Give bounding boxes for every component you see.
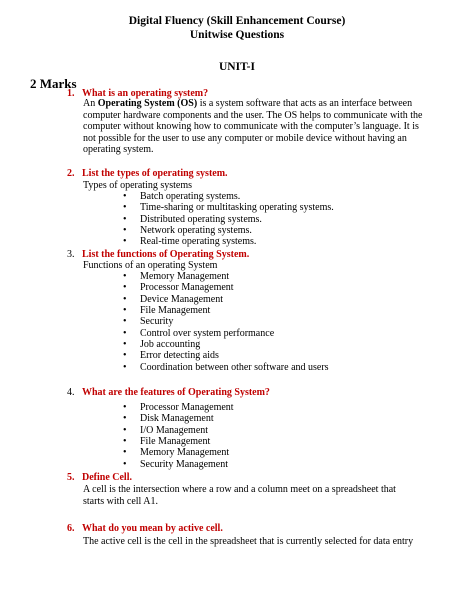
question-text: What do you mean by active cell. [82,523,223,534]
question-text: List the types of operating system. [82,168,228,179]
list-intro: Types of operating systems [83,180,193,191]
question-text: Define Cell. [82,472,132,483]
list-item: • Time-sharing or multitasking operating systems. [123,202,334,213]
answer-1 [83,98,423,156]
question-6 [67,523,223,535]
answer-5: A cell is the intersection where a row and a column meet on a spreadsheet that starts with cell A1. [83,484,396,507]
question-number: 5. [67,472,75,483]
question-number: 3. [67,249,75,260]
answer-6: The active cell is the cell in the spreadsheet that is currently selected for data entry [83,536,414,547]
document-title: Digital Fluency (Skill Enhancement Course) [128,15,346,27]
list-item: • Device Management [123,294,329,305]
list-item: • Security [123,316,329,327]
list-item: • Real-time operating systems. [123,236,334,247]
list-item: • Error detecting aids [123,350,329,361]
list-intro: Functions of an operating System [83,260,218,271]
list-item: • Security Management [123,459,234,470]
list-item: • File Management [123,436,234,447]
list-item: • Coordination between other software and users [123,362,329,373]
question-text: List the functions of Operating System. [82,249,250,260]
functions-list [123,271,329,373]
answer-text: An [83,98,98,109]
unit-heading: UNIT-I [218,61,255,73]
question-2 [67,168,228,180]
list-item: • File Management [123,305,329,316]
question-4 [67,387,270,399]
question-number: 1. [67,88,75,99]
list-item: • Control over system performance [123,328,329,339]
features-list [123,402,234,470]
types-list [123,191,334,248]
question-text: What is an operating system? [82,88,209,99]
list-item: • Memory Management [123,447,234,458]
list-item: • Batch operating systems. [123,191,334,202]
list-item: • Job accounting [123,339,329,350]
question-number: 6. [67,523,75,534]
question-number: 2. [67,168,75,179]
marks-heading: 2 Marks [30,76,77,91]
document-subtitle: Unitwise Questions [189,29,285,41]
list-item: • Disk Management [123,413,234,424]
list-item: • Processor Management [123,402,234,413]
list-item: • Distributed operating systems. [123,214,334,225]
question-number: 4. [67,387,75,398]
list-item: • Network operating systems. [123,225,334,236]
question-5 [67,472,132,484]
question-text: What are the features of Operating System? [82,387,270,398]
answer-text: is a system software that acts as an interface between computer hardware components and the user. The OS helps to communicate with the computer without knowing how to communicate with the computer’s language. It is not possible for the user to use any computer or mobile device without having an operating system. [83,98,423,156]
list-item: • Processor Management [123,282,329,293]
list-item: • I/O Management [123,425,234,436]
answer-bold-term: Operating System (OS) [97,98,198,109]
list-item: • Memory Management [123,271,329,282]
